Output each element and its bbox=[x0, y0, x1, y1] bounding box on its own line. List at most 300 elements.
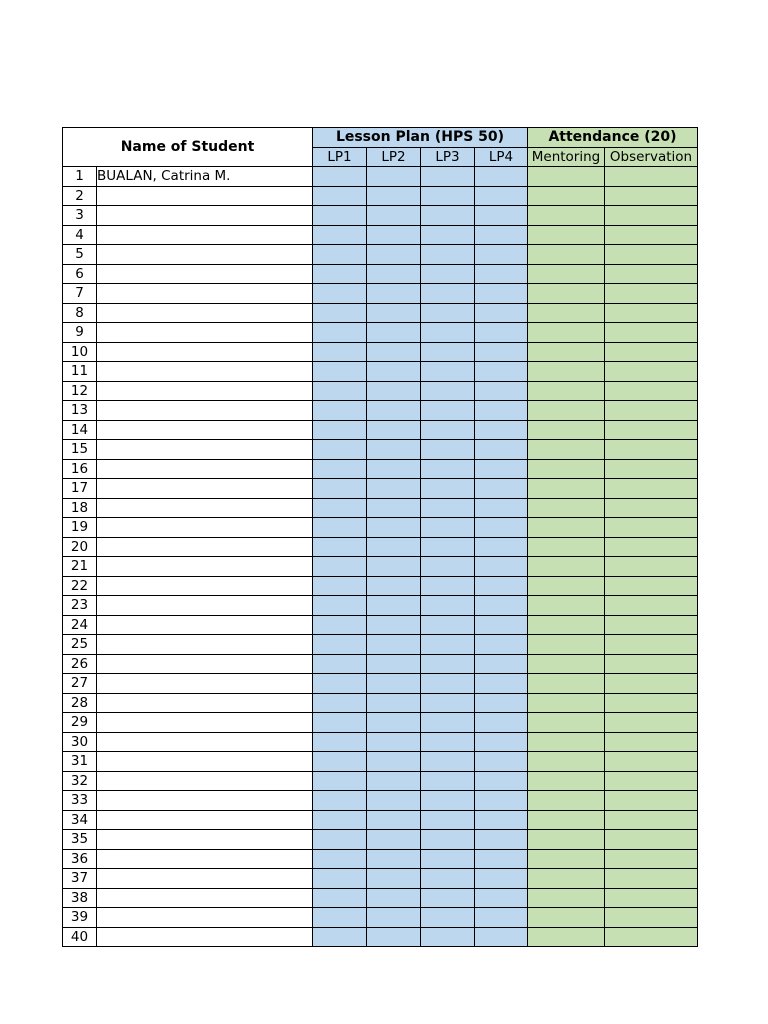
lp2-cell[interactable] bbox=[367, 830, 421, 850]
mentoring-cell[interactable] bbox=[528, 459, 605, 479]
student-name-cell[interactable] bbox=[97, 576, 313, 596]
lp3-cell[interactable] bbox=[421, 342, 475, 362]
lp4-cell[interactable] bbox=[475, 693, 528, 713]
table-row bbox=[63, 693, 698, 713]
lp4-cell[interactable] bbox=[475, 888, 528, 908]
mentoring-cell[interactable] bbox=[528, 225, 605, 245]
observation-cell[interactable] bbox=[605, 752, 698, 772]
lp3-cell[interactable] bbox=[421, 635, 475, 655]
lp2-cell[interactable] bbox=[367, 479, 421, 499]
lp4-cell[interactable] bbox=[475, 264, 528, 284]
lp3-cell[interactable] bbox=[421, 830, 475, 850]
student-name-cell[interactable] bbox=[97, 459, 313, 479]
mentoring-cell[interactable] bbox=[528, 771, 605, 791]
student-name-cell[interactable] bbox=[97, 440, 313, 460]
lp3-cell[interactable] bbox=[421, 381, 475, 401]
mentoring-cell[interactable] bbox=[528, 401, 605, 421]
lp3-cell[interactable] bbox=[421, 752, 475, 772]
lp4-cell[interactable] bbox=[475, 791, 528, 811]
lp4-cell[interactable] bbox=[475, 830, 528, 850]
lp4-cell[interactable] bbox=[475, 596, 528, 616]
lp2-cell[interactable] bbox=[367, 596, 421, 616]
lp1-cell[interactable] bbox=[313, 596, 367, 616]
mentoring-cell[interactable] bbox=[528, 869, 605, 889]
lp2-cell[interactable] bbox=[367, 674, 421, 694]
lp4-cell[interactable] bbox=[475, 420, 528, 440]
lp3-cell[interactable] bbox=[421, 206, 475, 226]
mentoring-cell[interactable] bbox=[528, 752, 605, 772]
mentoring-cell[interactable] bbox=[528, 908, 605, 928]
lp4-cell[interactable] bbox=[475, 771, 528, 791]
lp2-cell[interactable] bbox=[367, 537, 421, 557]
mentoring-cell[interactable] bbox=[528, 654, 605, 674]
student-name-cell[interactable] bbox=[97, 869, 313, 889]
lp1-cell[interactable] bbox=[313, 849, 367, 869]
lp1-cell[interactable] bbox=[313, 654, 367, 674]
lp4-cell[interactable] bbox=[475, 167, 528, 187]
lp4-cell[interactable] bbox=[475, 518, 528, 538]
lp1-cell[interactable] bbox=[313, 674, 367, 694]
lp2-cell[interactable] bbox=[367, 381, 421, 401]
observation-cell[interactable] bbox=[605, 674, 698, 694]
table-row bbox=[63, 869, 698, 889]
lp1-cell[interactable] bbox=[313, 342, 367, 362]
lp4-cell[interactable] bbox=[475, 713, 528, 733]
lp2-cell[interactable] bbox=[367, 440, 421, 460]
observation-cell[interactable] bbox=[605, 888, 698, 908]
lp4-cell[interactable] bbox=[475, 557, 528, 577]
student-name-cell[interactable] bbox=[97, 557, 313, 577]
lp3-cell[interactable] bbox=[421, 674, 475, 694]
lp4-cell[interactable] bbox=[475, 284, 528, 304]
mentoring-cell[interactable] bbox=[528, 381, 605, 401]
lp3-cell[interactable] bbox=[421, 498, 475, 518]
lp2-cell[interactable] bbox=[367, 401, 421, 421]
table-row bbox=[63, 615, 698, 635]
lp1-cell[interactable] bbox=[313, 615, 367, 635]
student-name-cell[interactable] bbox=[97, 264, 313, 284]
lp2-cell[interactable] bbox=[367, 908, 421, 928]
student-name-cell[interactable] bbox=[97, 635, 313, 655]
student-name-cell[interactable] bbox=[97, 303, 313, 323]
lp4-cell[interactable] bbox=[475, 537, 528, 557]
lp3-cell[interactable] bbox=[421, 791, 475, 811]
lp1-cell[interactable] bbox=[313, 167, 367, 187]
lp3-cell[interactable] bbox=[421, 323, 475, 343]
observation-cell[interactable] bbox=[605, 869, 698, 889]
lp2-cell[interactable] bbox=[367, 557, 421, 577]
student-name-cell[interactable] bbox=[97, 479, 313, 499]
student-name-cell[interactable] bbox=[97, 713, 313, 733]
student-name-cell[interactable] bbox=[97, 401, 313, 421]
observation-cell[interactable] bbox=[605, 498, 698, 518]
observation-cell[interactable] bbox=[605, 342, 698, 362]
row-number: 25 bbox=[63, 635, 97, 655]
student-name-cell[interactable] bbox=[97, 888, 313, 908]
lp4-cell[interactable] bbox=[475, 245, 528, 265]
lp1-cell[interactable] bbox=[313, 537, 367, 557]
mentoring-cell[interactable] bbox=[528, 927, 605, 947]
observation-cell[interactable] bbox=[605, 771, 698, 791]
lp2-cell[interactable] bbox=[367, 635, 421, 655]
mentoring-cell[interactable] bbox=[528, 713, 605, 733]
mentoring-cell[interactable] bbox=[528, 518, 605, 538]
lp3-cell[interactable] bbox=[421, 732, 475, 752]
lp1-cell[interactable] bbox=[313, 557, 367, 577]
observation-cell[interactable] bbox=[605, 264, 698, 284]
lp4-cell[interactable] bbox=[475, 908, 528, 928]
lp3-cell[interactable] bbox=[421, 401, 475, 421]
student-name-cell[interactable] bbox=[97, 654, 313, 674]
lp3-cell[interactable] bbox=[421, 420, 475, 440]
mentoring-cell[interactable] bbox=[528, 674, 605, 694]
lp2-cell[interactable] bbox=[367, 713, 421, 733]
lp1-cell[interactable] bbox=[313, 303, 367, 323]
observation-cell[interactable] bbox=[605, 635, 698, 655]
student-name-cell[interactable] bbox=[97, 186, 313, 206]
lp1-cell[interactable] bbox=[313, 323, 367, 343]
lp1-cell[interactable] bbox=[313, 791, 367, 811]
mentoring-cell[interactable] bbox=[528, 810, 605, 830]
lp1-cell[interactable] bbox=[313, 732, 367, 752]
student-name-cell[interactable] bbox=[97, 498, 313, 518]
mentoring-cell[interactable] bbox=[528, 186, 605, 206]
lp1-cell[interactable] bbox=[313, 401, 367, 421]
lp3-cell[interactable] bbox=[421, 459, 475, 479]
lp3-cell[interactable] bbox=[421, 693, 475, 713]
lp1-cell[interactable] bbox=[313, 245, 367, 265]
lp4-cell[interactable] bbox=[475, 635, 528, 655]
observation-cell[interactable] bbox=[605, 303, 698, 323]
lp1-cell[interactable] bbox=[313, 927, 367, 947]
lp3-cell[interactable] bbox=[421, 167, 475, 187]
student-name-cell[interactable] bbox=[97, 206, 313, 226]
table-row bbox=[63, 888, 698, 908]
name-of-student-header: Name of Student bbox=[63, 128, 313, 167]
row-number: 34 bbox=[63, 810, 97, 830]
lp4-cell[interactable] bbox=[475, 206, 528, 226]
lp2-cell[interactable] bbox=[367, 420, 421, 440]
lp4-cell[interactable] bbox=[475, 498, 528, 518]
lp4-cell[interactable] bbox=[475, 186, 528, 206]
lp3-cell[interactable] bbox=[421, 576, 475, 596]
lp3-cell[interactable] bbox=[421, 927, 475, 947]
lp3-cell[interactable] bbox=[421, 225, 475, 245]
lp2-cell[interactable] bbox=[367, 888, 421, 908]
observation-cell[interactable] bbox=[605, 537, 698, 557]
observation-cell[interactable] bbox=[605, 557, 698, 577]
lp2-cell[interactable] bbox=[367, 654, 421, 674]
lp1-cell[interactable] bbox=[313, 440, 367, 460]
lp2-cell[interactable] bbox=[367, 303, 421, 323]
lp2-cell[interactable] bbox=[367, 518, 421, 538]
lp2-cell[interactable] bbox=[367, 810, 421, 830]
table-row bbox=[63, 440, 698, 460]
lp3-cell[interactable] bbox=[421, 615, 475, 635]
row-number: 38 bbox=[63, 888, 97, 908]
student-name-cell[interactable] bbox=[97, 830, 313, 850]
student-name-cell[interactable] bbox=[97, 752, 313, 772]
student-name-cell[interactable] bbox=[97, 225, 313, 245]
lp1-cell[interactable] bbox=[313, 420, 367, 440]
lp1-cell[interactable] bbox=[313, 752, 367, 772]
observation-cell[interactable] bbox=[605, 362, 698, 382]
mentoring-cell[interactable] bbox=[528, 206, 605, 226]
table-row bbox=[63, 167, 698, 187]
student-name-cell[interactable]: BUALAN, Catrina M. bbox=[97, 167, 313, 187]
observation-cell[interactable] bbox=[605, 791, 698, 811]
lp2-cell[interactable] bbox=[367, 576, 421, 596]
lp3-cell[interactable] bbox=[421, 713, 475, 733]
mentoring-cell[interactable] bbox=[528, 830, 605, 850]
mentoring-cell[interactable] bbox=[528, 537, 605, 557]
student-name-cell[interactable] bbox=[97, 674, 313, 694]
lp2-cell[interactable] bbox=[367, 927, 421, 947]
lp4-cell[interactable] bbox=[475, 459, 528, 479]
observation-cell[interactable] bbox=[605, 518, 698, 538]
lp3-cell[interactable] bbox=[421, 596, 475, 616]
lp1-cell[interactable] bbox=[313, 459, 367, 479]
lp2-cell[interactable] bbox=[367, 771, 421, 791]
row-number: 13 bbox=[63, 401, 97, 421]
lp2-cell[interactable] bbox=[367, 615, 421, 635]
lp3-cell[interactable] bbox=[421, 888, 475, 908]
student-name-cell[interactable] bbox=[97, 362, 313, 382]
observation-cell[interactable] bbox=[605, 830, 698, 850]
mentoring-cell[interactable] bbox=[528, 576, 605, 596]
observation-cell[interactable] bbox=[605, 459, 698, 479]
lp4-cell[interactable] bbox=[475, 752, 528, 772]
lp2-cell[interactable] bbox=[367, 732, 421, 752]
mentoring-cell[interactable] bbox=[528, 284, 605, 304]
lp1-cell[interactable] bbox=[313, 381, 367, 401]
lp3-cell[interactable] bbox=[421, 810, 475, 830]
student-name-cell[interactable] bbox=[97, 284, 313, 304]
mentoring-cell[interactable] bbox=[528, 791, 605, 811]
lp3-cell[interactable] bbox=[421, 771, 475, 791]
lp2-cell[interactable] bbox=[367, 849, 421, 869]
mentoring-cell[interactable] bbox=[528, 362, 605, 382]
observation-cell[interactable] bbox=[605, 615, 698, 635]
row-number: 8 bbox=[63, 303, 97, 323]
observation-cell[interactable] bbox=[605, 206, 698, 226]
lp4-cell[interactable] bbox=[475, 927, 528, 947]
student-name-cell[interactable] bbox=[97, 849, 313, 869]
mentoring-cell[interactable] bbox=[528, 888, 605, 908]
lp2-cell[interactable] bbox=[367, 342, 421, 362]
table-row bbox=[63, 810, 698, 830]
lp4-cell[interactable] bbox=[475, 440, 528, 460]
lp3-cell[interactable] bbox=[421, 869, 475, 889]
lp1-cell[interactable] bbox=[313, 576, 367, 596]
lp3-cell[interactable] bbox=[421, 303, 475, 323]
observation-cell[interactable] bbox=[605, 576, 698, 596]
lp4-cell[interactable] bbox=[475, 810, 528, 830]
mentoring-cell[interactable] bbox=[528, 479, 605, 499]
observation-cell[interactable] bbox=[605, 381, 698, 401]
lp4-cell[interactable] bbox=[475, 479, 528, 499]
lp2-cell[interactable] bbox=[367, 225, 421, 245]
lp3-cell[interactable] bbox=[421, 264, 475, 284]
observation-cell[interactable] bbox=[605, 420, 698, 440]
lp2-cell[interactable] bbox=[367, 791, 421, 811]
lp2-cell[interactable] bbox=[367, 245, 421, 265]
mentoring-cell[interactable] bbox=[528, 635, 605, 655]
student-name-cell[interactable] bbox=[97, 342, 313, 362]
lp4-cell[interactable] bbox=[475, 401, 528, 421]
mentoring-cell[interactable] bbox=[528, 732, 605, 752]
observation-cell[interactable] bbox=[605, 245, 698, 265]
student-name-cell[interactable] bbox=[97, 927, 313, 947]
lp1-cell[interactable] bbox=[313, 908, 367, 928]
lp1-cell[interactable] bbox=[313, 225, 367, 245]
student-name-cell[interactable] bbox=[97, 420, 313, 440]
lp3-cell[interactable] bbox=[421, 849, 475, 869]
observation-cell[interactable] bbox=[605, 693, 698, 713]
student-name-cell[interactable] bbox=[97, 771, 313, 791]
observation-cell[interactable] bbox=[605, 440, 698, 460]
lp3-cell[interactable] bbox=[421, 557, 475, 577]
lp3-cell[interactable] bbox=[421, 654, 475, 674]
lp3-cell[interactable] bbox=[421, 362, 475, 382]
lp3-cell[interactable] bbox=[421, 186, 475, 206]
student-name-cell[interactable] bbox=[97, 323, 313, 343]
lp3-cell[interactable] bbox=[421, 284, 475, 304]
student-name-cell[interactable] bbox=[97, 615, 313, 635]
mentoring-cell[interactable] bbox=[528, 167, 605, 187]
student-name-cell[interactable] bbox=[97, 537, 313, 557]
mentoring-cell[interactable] bbox=[528, 264, 605, 284]
lp2-cell[interactable] bbox=[367, 869, 421, 889]
mentoring-cell[interactable] bbox=[528, 615, 605, 635]
row-number: 3 bbox=[63, 206, 97, 226]
student-name-cell[interactable] bbox=[97, 791, 313, 811]
lp2-cell[interactable] bbox=[367, 186, 421, 206]
lp3-cell[interactable] bbox=[421, 518, 475, 538]
mentoring-cell[interactable] bbox=[528, 245, 605, 265]
lp3-cell[interactable] bbox=[421, 440, 475, 460]
student-name-cell[interactable] bbox=[97, 381, 313, 401]
table-row bbox=[63, 245, 698, 265]
mentoring-cell[interactable] bbox=[528, 342, 605, 362]
observation-cell[interactable] bbox=[605, 927, 698, 947]
lp4-cell[interactable] bbox=[475, 303, 528, 323]
lp2-cell[interactable] bbox=[367, 323, 421, 343]
lp4-cell[interactable] bbox=[475, 576, 528, 596]
lp1-cell[interactable] bbox=[313, 869, 367, 889]
lp2-cell[interactable] bbox=[367, 264, 421, 284]
lp2-cell[interactable] bbox=[367, 459, 421, 479]
lp2-cell[interactable] bbox=[367, 498, 421, 518]
observation-cell[interactable] bbox=[605, 654, 698, 674]
observation-cell[interactable] bbox=[605, 479, 698, 499]
mentoring-cell[interactable] bbox=[528, 693, 605, 713]
lp2-cell[interactable] bbox=[367, 284, 421, 304]
mentoring-cell[interactable] bbox=[528, 849, 605, 869]
lp1-cell[interactable] bbox=[313, 362, 367, 382]
lp4-cell[interactable] bbox=[475, 732, 528, 752]
lp1-cell[interactable] bbox=[313, 479, 367, 499]
lp1-cell[interactable] bbox=[313, 635, 367, 655]
student-name-cell[interactable] bbox=[97, 732, 313, 752]
student-grade-sheet bbox=[62, 127, 698, 947]
lp4-cell[interactable] bbox=[475, 849, 528, 869]
observation-cell[interactable] bbox=[605, 323, 698, 343]
mentoring-cell[interactable] bbox=[528, 498, 605, 518]
lp1-cell[interactable] bbox=[313, 498, 367, 518]
lp2-cell[interactable] bbox=[367, 362, 421, 382]
lp1-cell[interactable] bbox=[313, 713, 367, 733]
student-name-cell[interactable] bbox=[97, 245, 313, 265]
lp4-cell[interactable] bbox=[475, 654, 528, 674]
lp4-cell[interactable] bbox=[475, 381, 528, 401]
lp2-cell[interactable] bbox=[367, 752, 421, 772]
observation-cell[interactable] bbox=[605, 908, 698, 928]
table-row bbox=[63, 498, 698, 518]
mentoring-cell[interactable] bbox=[528, 557, 605, 577]
mentoring-cell[interactable] bbox=[528, 440, 605, 460]
lp3-cell[interactable] bbox=[421, 479, 475, 499]
lp3-cell[interactable] bbox=[421, 245, 475, 265]
mentoring-cell[interactable] bbox=[528, 323, 605, 343]
lp1-cell[interactable] bbox=[313, 693, 367, 713]
observation-cell[interactable] bbox=[605, 186, 698, 206]
lp2-cell[interactable] bbox=[367, 206, 421, 226]
lp3-cell[interactable] bbox=[421, 908, 475, 928]
lp1-cell[interactable] bbox=[313, 518, 367, 538]
lp4-cell[interactable] bbox=[475, 225, 528, 245]
observation-cell[interactable] bbox=[605, 713, 698, 733]
mentoring-cell[interactable] bbox=[528, 420, 605, 440]
lp3-cell[interactable] bbox=[421, 537, 475, 557]
student-name-cell[interactable] bbox=[97, 908, 313, 928]
lp1-cell[interactable] bbox=[313, 888, 367, 908]
observation-cell[interactable] bbox=[605, 225, 698, 245]
lp4-cell[interactable] bbox=[475, 342, 528, 362]
lp2-cell[interactable] bbox=[367, 693, 421, 713]
observation-cell[interactable] bbox=[605, 596, 698, 616]
lp1-cell[interactable] bbox=[313, 771, 367, 791]
student-name-cell[interactable] bbox=[97, 518, 313, 538]
lp1-cell[interactable] bbox=[313, 810, 367, 830]
lp4-cell[interactable] bbox=[475, 362, 528, 382]
student-name-cell[interactable] bbox=[97, 810, 313, 830]
row-number: 9 bbox=[63, 323, 97, 343]
observation-cell[interactable] bbox=[605, 284, 698, 304]
lp4-cell[interactable] bbox=[475, 615, 528, 635]
student-name-cell[interactable] bbox=[97, 693, 313, 713]
observation-cell[interactable] bbox=[605, 810, 698, 830]
mentoring-cell[interactable] bbox=[528, 303, 605, 323]
lp1-cell[interactable] bbox=[313, 830, 367, 850]
lp2-cell[interactable] bbox=[367, 167, 421, 187]
lp4-cell[interactable] bbox=[475, 674, 528, 694]
observation-cell[interactable] bbox=[605, 732, 698, 752]
observation-cell[interactable] bbox=[605, 849, 698, 869]
table-row bbox=[63, 186, 698, 206]
observation-cell[interactable] bbox=[605, 401, 698, 421]
lp4-cell[interactable] bbox=[475, 323, 528, 343]
observation-cell[interactable] bbox=[605, 167, 698, 187]
lp1-cell[interactable] bbox=[313, 206, 367, 226]
lp1-cell[interactable] bbox=[313, 186, 367, 206]
lp1-cell[interactable] bbox=[313, 284, 367, 304]
student-name-cell[interactable] bbox=[97, 596, 313, 616]
lp4-cell[interactable] bbox=[475, 869, 528, 889]
table-row bbox=[63, 284, 698, 304]
mentoring-cell[interactable] bbox=[528, 596, 605, 616]
lp1-cell[interactable] bbox=[313, 264, 367, 284]
